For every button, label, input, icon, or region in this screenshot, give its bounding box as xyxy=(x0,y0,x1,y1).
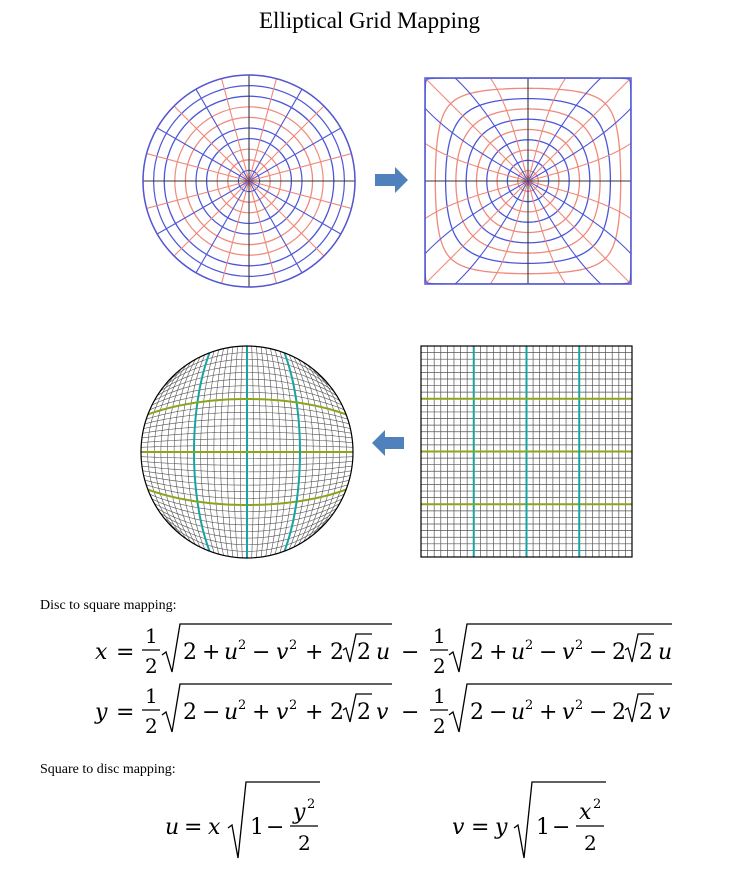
y-equation xyxy=(94,684,672,738)
op: + xyxy=(539,700,558,725)
frac-num: 1 xyxy=(145,624,158,648)
term: v xyxy=(658,700,671,725)
term: 2 xyxy=(357,640,371,665)
op: − xyxy=(539,640,558,665)
op: − xyxy=(252,640,271,665)
exp: 2 xyxy=(593,797,602,812)
op: − xyxy=(266,815,285,840)
term: 2 xyxy=(612,640,626,665)
x-variable: x xyxy=(95,640,108,665)
frac-num: 1 xyxy=(433,624,446,648)
u-variable: u xyxy=(165,815,180,840)
term: v xyxy=(376,700,389,725)
exp: 2 xyxy=(525,698,534,713)
term: 1 xyxy=(250,815,264,840)
term: 2 xyxy=(639,640,653,665)
v-variable: v xyxy=(452,815,465,840)
equals-sign: = xyxy=(184,815,203,840)
frac-den: 2 xyxy=(433,654,446,678)
op: + xyxy=(202,640,221,665)
term: 2 xyxy=(330,700,344,725)
term: v xyxy=(562,640,575,665)
exp: 2 xyxy=(525,638,534,653)
term: u xyxy=(376,640,391,665)
y-variable: y xyxy=(95,700,108,725)
page-title: Elliptical Grid Mapping xyxy=(258,8,480,33)
frac-den: 2 xyxy=(145,714,158,738)
op: + xyxy=(305,640,324,665)
op: − xyxy=(552,815,571,840)
term: v xyxy=(276,640,289,665)
frac-num: 1 xyxy=(433,684,446,708)
op: − xyxy=(202,700,221,725)
term: 2 xyxy=(470,640,484,665)
term: x xyxy=(579,800,592,825)
op: − xyxy=(401,640,420,665)
disc-to-square-label: Disc to square mapping: xyxy=(40,598,177,613)
op: − xyxy=(401,700,420,725)
term: u xyxy=(511,700,526,725)
op: + xyxy=(252,700,271,725)
frac-den: 2 xyxy=(298,831,311,855)
exp: 2 xyxy=(575,638,584,653)
square-to-disc-label: Square to disc mapping: xyxy=(40,762,176,777)
u-equation xyxy=(165,782,320,858)
term: 2 xyxy=(639,700,653,725)
term: 2 xyxy=(612,700,626,725)
x-variable: x xyxy=(208,815,221,840)
y-variable: y xyxy=(495,815,508,840)
op: − xyxy=(489,700,508,725)
term: u xyxy=(658,640,673,665)
frac-den: 2 xyxy=(433,714,446,738)
v-equation xyxy=(452,782,606,858)
op: − xyxy=(589,700,608,725)
op: − xyxy=(589,640,608,665)
equals-sign: = xyxy=(116,700,135,725)
equals-sign: = xyxy=(471,815,490,840)
term: v xyxy=(562,700,575,725)
term: v xyxy=(276,700,289,725)
exp: 2 xyxy=(238,638,247,653)
exp: 2 xyxy=(289,638,298,653)
x-equation xyxy=(95,624,672,678)
equals-sign: = xyxy=(116,640,135,665)
exp: 2 xyxy=(289,698,298,713)
term: 2 xyxy=(470,700,484,725)
term: u xyxy=(224,700,239,725)
term: y xyxy=(293,800,306,825)
frac-den: 2 xyxy=(145,654,158,678)
term: 1 xyxy=(536,815,550,840)
term: u xyxy=(511,640,526,665)
term: 2 xyxy=(183,640,197,665)
term: 2 xyxy=(183,700,197,725)
exp: 2 xyxy=(307,797,316,812)
frac-den: 2 xyxy=(584,831,597,855)
term: u xyxy=(224,640,239,665)
exp: 2 xyxy=(238,698,247,713)
op: + xyxy=(305,700,324,725)
frac-num: 1 xyxy=(145,684,158,708)
exp: 2 xyxy=(575,698,584,713)
op: + xyxy=(489,640,508,665)
term: 2 xyxy=(330,640,344,665)
term: 2 xyxy=(357,700,371,725)
